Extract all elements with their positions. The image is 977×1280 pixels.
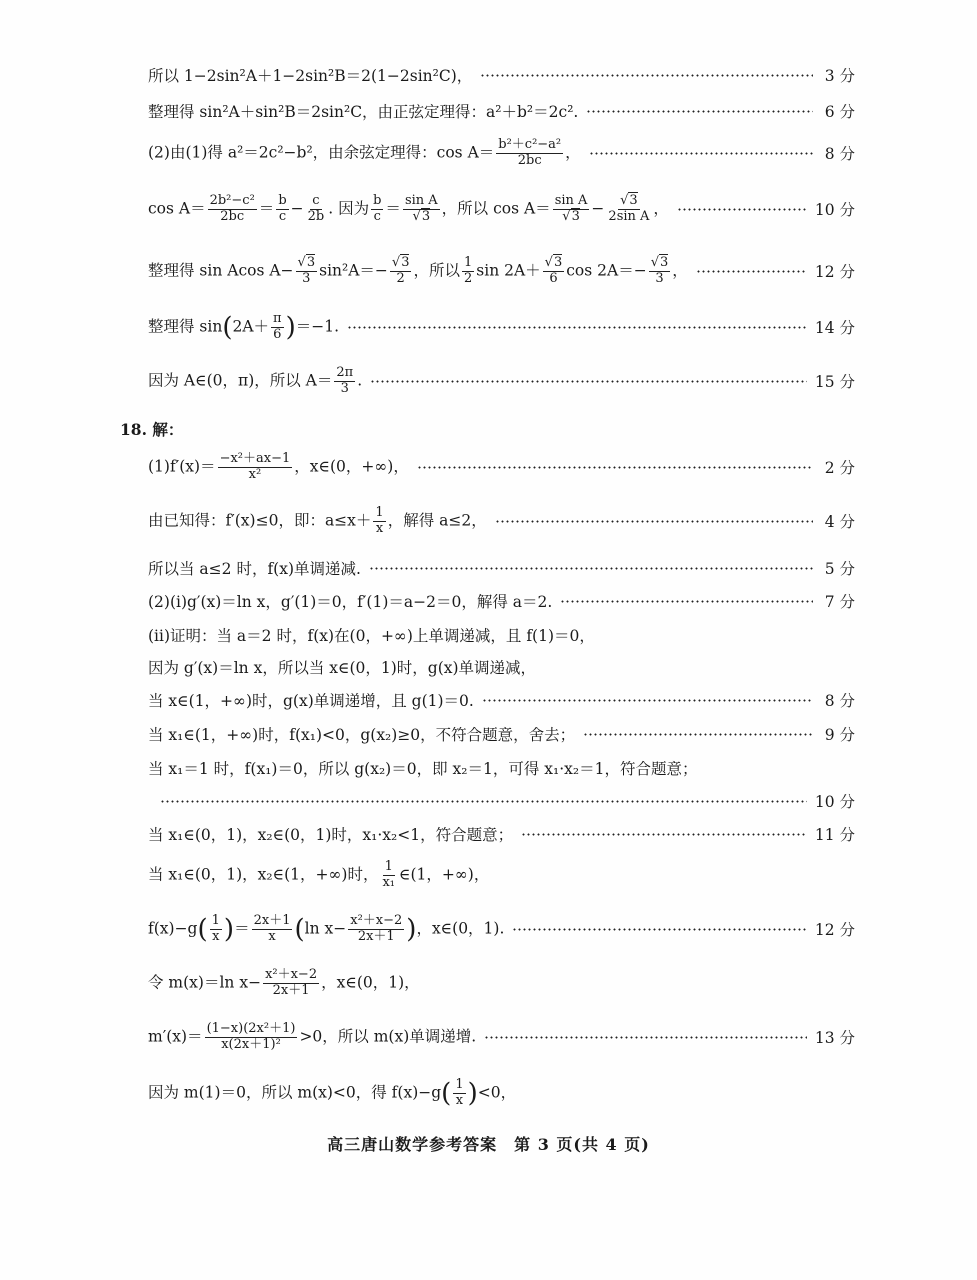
answer-line: 整理得 sin(2A＋ $\frac{\pi}{6}$ )＝−1. 14 分 [148, 311, 855, 343]
leader-dots [677, 208, 807, 211]
leader-dots [495, 520, 813, 523]
leader-dots [160, 800, 807, 803]
score: 12 分 [814, 263, 855, 282]
answer-line [160, 790, 855, 812]
answer-line: m′(x)＝ $\frac{\text{(1−x)(2x²＋1)}}{\text{x(2x＋1)²}}$ >0，所以 m(x)单调递增. 13 分 [148, 1021, 855, 1052]
score: 13 分 [814, 1029, 855, 1048]
score: 8 分 [824, 145, 855, 164]
score: 10 分 [814, 793, 855, 811]
answer-line: 所以 1−2sin²A＋1−2sin²B＝2(1−2sin²C)， 3 分 [148, 64, 855, 86]
leader-dots [521, 833, 807, 836]
score: 11 分 [814, 826, 855, 844]
score: 10 分 [814, 201, 855, 220]
answer-line: 因为 g′(x)＝ln x，所以当 x∈(0，1)时，g(x)单调递减， [148, 659, 537, 677]
answer-line: (2)由(1)得 a²＝2c²−b²，由余弦定理得：cos A＝ $\frac{\text{b²＋c²−a²}}{2bc}$ ， 8 分 [148, 137, 855, 168]
leader-dots [484, 1036, 807, 1039]
score: 8 分 [824, 692, 855, 710]
answer-line: 当 x₁＝1 时，f(x₁)＝0，所以 g(x₂)＝0，即 x₂＝1，可得 x₁·x₂＝1，符合题意； [148, 760, 698, 778]
leader-dots [369, 567, 813, 570]
answer-line: 当 x∈(1，+∞)时，g(x)单调递增，且 g(1)＝0. 8 分 [148, 689, 855, 711]
score: 7 分 [824, 593, 855, 611]
score: 14 分 [814, 319, 855, 338]
score: 3 分 [824, 67, 855, 85]
score: 2 分 [824, 459, 855, 478]
answer-line: 当 x₁∈(0，1)，x₂∈(0，1)时，x₁·x₂<1，符合题意； 11 分 [148, 823, 855, 845]
answer-line: 因为 A∈(0，π)，所以 A＝ $\frac{2\pi}{3}$ . 15 分 [148, 365, 855, 396]
answer-line: (1)f′(x)＝ $\frac{\text{−x²＋ax−1}}{\text{x²}}$ ，x∈(0，+∞)， 2 分 [148, 451, 855, 482]
answer-line: 所以当 a≤2 时，f(x)单调递减. 5 分 [148, 557, 855, 579]
leader-dots [347, 326, 807, 329]
leader-dots [560, 600, 813, 603]
score: 12 分 [814, 921, 855, 940]
leader-dots [583, 733, 813, 736]
leader-dots [696, 270, 807, 273]
answer-line: 因为 m(1)＝0，所以 m(x)<0，得 f(x)−g( $\frac{1}{x}$ )<0， [148, 1077, 517, 1109]
answer-line: 由已知得：f′(x)≤0，即：a≤x＋ $\frac{1}{x}$ ，解得 a≤2， 4 分 [148, 505, 855, 536]
leader-dots [482, 699, 813, 702]
leader-dots [480, 74, 813, 77]
score: 15 分 [814, 373, 855, 392]
score: 6 分 [824, 103, 855, 121]
leader-dots [589, 152, 813, 155]
score: 9 分 [824, 726, 855, 744]
answer-line: cos A＝ $\frac{\text{2b²−c²}}{2bc}$ ＝ $\frac{b}{c}$ − $\frac{c}{2b}$ . 因为 $\frac{b}{c}$ ＝ $\frac{\text{sin A}}{√3}$ ，所以 cos A＝ $\frac{\text{sin A}}{√3}$ − $\frac{√3}{\text{2sin A}}$ ， 10 分 [148, 193, 855, 224]
leader-dots [370, 380, 807, 383]
score: 4 分 [824, 513, 855, 532]
page-footer: 高三唐山数学参考答案 第 3 页(共 4 页) [327, 1135, 650, 1154]
answer-line: f(x)−g( $\frac{1}{x}$ )＝ $\frac{2x+1}{x}$ (ln x− $\frac{\text{x²＋x−2}}{2x+1}$ )，x∈(0，1). 12 分 [148, 913, 855, 945]
answer-line: (ⅱ)证明：当 a＝2 时，f(x)在(0，+∞)上单调递减，且 f(1)＝0， [148, 627, 595, 645]
answer-line: 整理得 sin Acos A− $\frac{√3}{3}$ sin²A＝− $\frac{√3}{2}$ ，所以 $\frac{1}{2}$ sin 2A＋ $\frac{√3}{6}$ cos 2A＝− $\frac{√3}{3}$ ， 12 分 [148, 255, 855, 286]
answer-line: 当 x₁∈(1，+∞)时，f(x₁)<0，g(x₂)≥0，不符合题意，舍去； 9 分 [148, 723, 855, 745]
answer-line: (2)(ⅰ)g′(x)＝ln x，g′(1)＝0，f′(1)＝a−2＝0，解得 a＝2. 7 分 [148, 590, 855, 612]
score: 5 分 [824, 560, 855, 578]
leader-dots [586, 110, 813, 113]
leader-dots [417, 466, 813, 469]
leader-dots [512, 928, 806, 931]
question-heading: 18. 解： [120, 420, 184, 439]
answer-line: 整理得 sin²A＋sin²B＝2sin²C，由正弦定理得：a²＋b²＝2c². 6 分 [148, 100, 855, 122]
answer-line: 当 x₁∈(0，1)，x₂∈(1，+∞)时， $\frac{1}{\text{x₁}}$ ∈(1，+∞)， [148, 859, 490, 890]
answer-line: 令 m(x)＝ln x− $\frac{\text{x²＋x−2}}{2x+1}$ ，x∈(0，1)， [148, 967, 420, 998]
